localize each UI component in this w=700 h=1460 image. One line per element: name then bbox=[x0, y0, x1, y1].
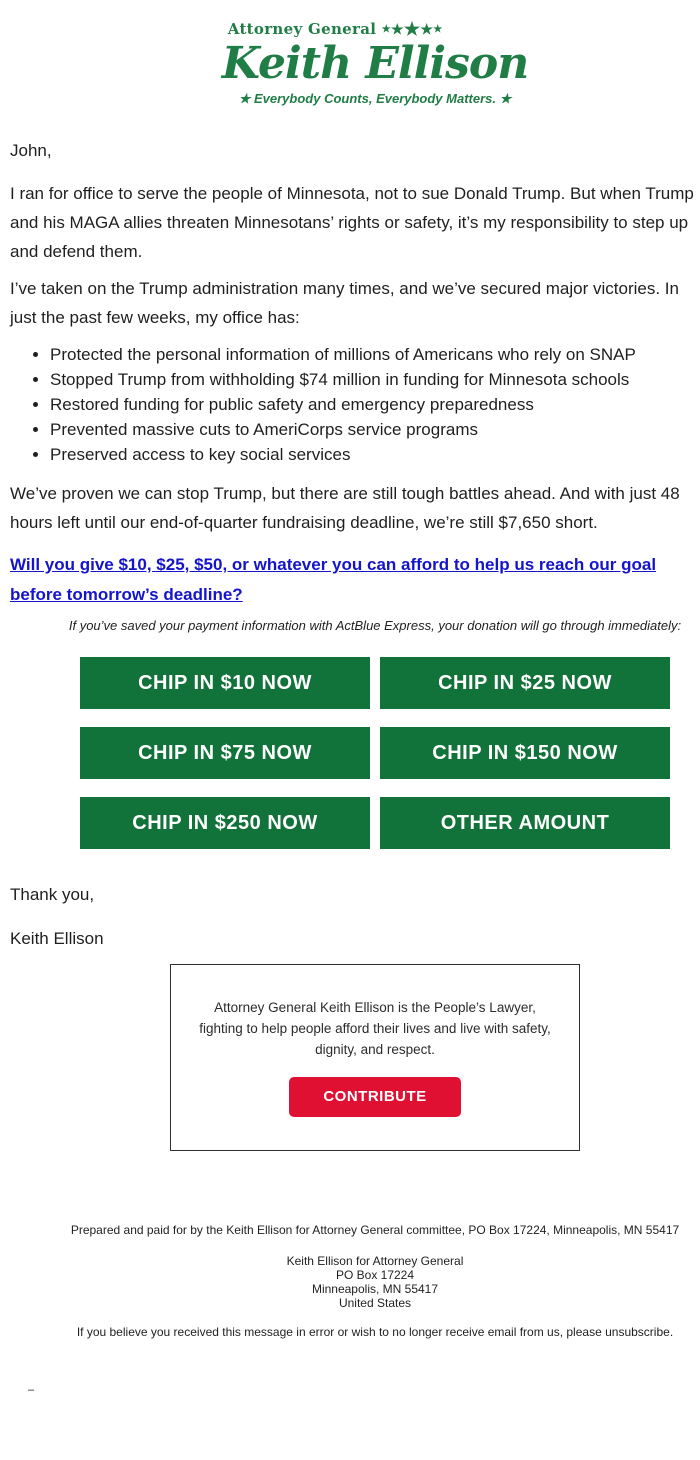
paragraph-line: I’ve taken on the Trump administration many times, and we’ve secured major victories. In bbox=[10, 279, 679, 298]
trailing-mark: – bbox=[28, 1384, 35, 1396]
paragraph bbox=[10, 274, 700, 332]
chip-in-250-button[interactable]: CHIP IN $250 NOW bbox=[80, 797, 370, 849]
star-icon: ★ bbox=[381, 24, 392, 35]
logo-name: Keith Ellison bbox=[221, 38, 529, 89]
address-line: Minneapolis, MN 55417 bbox=[311, 1282, 439, 1296]
paragraph-line: We’ve proven we can stop Trump, but there are still tough battles ahead. And with just 48 bbox=[10, 484, 680, 503]
logo-tagline: ★ Everybody Counts, Everybody Matters. ★ bbox=[238, 91, 512, 106]
star-icon: ★ bbox=[403, 19, 421, 40]
paragraph-line: and his MAGA allies threaten Minnesotans’ rights or safety, it’s my responsibility to step up bbox=[10, 213, 689, 232]
address-line: Keith Ellison for Attorney General bbox=[286, 1254, 464, 1268]
unsubscribe-text: If you believe you received this message in error or wish to no longer receive email from us, please bbox=[76, 1325, 606, 1339]
paragraph-line: just the past few weeks, my office has: bbox=[10, 308, 300, 327]
donation-button-grid bbox=[80, 657, 670, 849]
bullet-item: • Stopped Trump from withholding $74 million in funding for Minnesota schools bbox=[50, 367, 700, 392]
paragraph bbox=[10, 179, 700, 266]
info-box-line: Attorney General Keith Ellison is the People’s Lawyer, bbox=[214, 1000, 536, 1015]
unsubscribe-link[interactable]: unsubscribe bbox=[605, 1325, 670, 1339]
star-icon: ★ bbox=[420, 22, 434, 38]
email-header bbox=[10, 0, 700, 108]
other-amount-button[interactable]: OTHER AMOUNT bbox=[380, 797, 670, 849]
bullet-item: • Prevented massive cuts to AmeriCorps service programs bbox=[50, 417, 700, 442]
paid-for-disclaimer: Prepared and paid for by the Keith Ellison for Attorney General committee, PO Box 17224, Minneapolis, MN 55417 bbox=[70, 1223, 680, 1237]
donate-link[interactable] bbox=[10, 550, 700, 610]
chip-in-150-button[interactable]: CHIP IN $150 NOW bbox=[380, 727, 670, 779]
logo-attorney-general-line bbox=[222, 20, 528, 39]
paragraph-line: and defend them. bbox=[10, 242, 143, 261]
committee-address bbox=[10, 1254, 700, 1310]
star-icon: ★ bbox=[391, 22, 404, 38]
keith-ellison-logo bbox=[222, 20, 528, 107]
contribute-info-box bbox=[170, 964, 580, 1151]
logo-attorney-general-text: Attorney General bbox=[227, 20, 377, 38]
address-line: PO Box 17224 bbox=[335, 1268, 415, 1282]
unsubscribe-notice bbox=[10, 1325, 700, 1339]
paragraph bbox=[10, 479, 700, 537]
actblue-express-note: If you’ve saved your payment information with ActBlue Express, your donation will go through immediately: bbox=[68, 618, 682, 633]
accomplishments-list bbox=[10, 342, 700, 467]
greeting: John, bbox=[10, 141, 52, 160]
bullet-item: • Protected the personal information of millions of Americans who rely on SNAP bbox=[50, 342, 700, 367]
closing-thanks: Thank you, bbox=[10, 885, 95, 904]
chip-in-25-button[interactable]: CHIP IN $25 NOW bbox=[380, 657, 670, 709]
paragraph-line: hours left until our end-of-quarter fundraising deadline, we’re still $7,650 short. bbox=[10, 513, 598, 532]
chip-in-10-button[interactable]: CHIP IN $10 NOW bbox=[80, 657, 370, 709]
star-icon: ★ bbox=[433, 24, 443, 35]
info-box-line: fighting to help people afford their lives and live with safety, bbox=[199, 1021, 551, 1036]
paragraph-line: I ran for office to serve the people of Minnesota, not to sue Donald Trump. But when Trump bbox=[10, 184, 694, 203]
bullet-item: • Preserved access to key social services bbox=[50, 442, 700, 467]
contribute-button[interactable]: CONTRIBUTE bbox=[289, 1077, 461, 1117]
email-footer bbox=[10, 1223, 700, 1339]
unsubscribe-period: . bbox=[669, 1325, 674, 1339]
donate-link-line: before tomorrow’s deadline? bbox=[10, 585, 243, 604]
donate-link-line: Will you give $10, $25, $50, or whatever you can afford to help us reach our goal bbox=[10, 555, 657, 574]
info-box-line: dignity, and respect. bbox=[315, 1042, 435, 1057]
closing-signature: Keith Ellison bbox=[10, 929, 104, 948]
bullet-item: • Restored funding for public safety and emergency preparedness bbox=[50, 392, 700, 417]
chip-in-75-button[interactable]: CHIP IN $75 NOW bbox=[80, 727, 370, 779]
address-line: United States bbox=[338, 1296, 412, 1310]
